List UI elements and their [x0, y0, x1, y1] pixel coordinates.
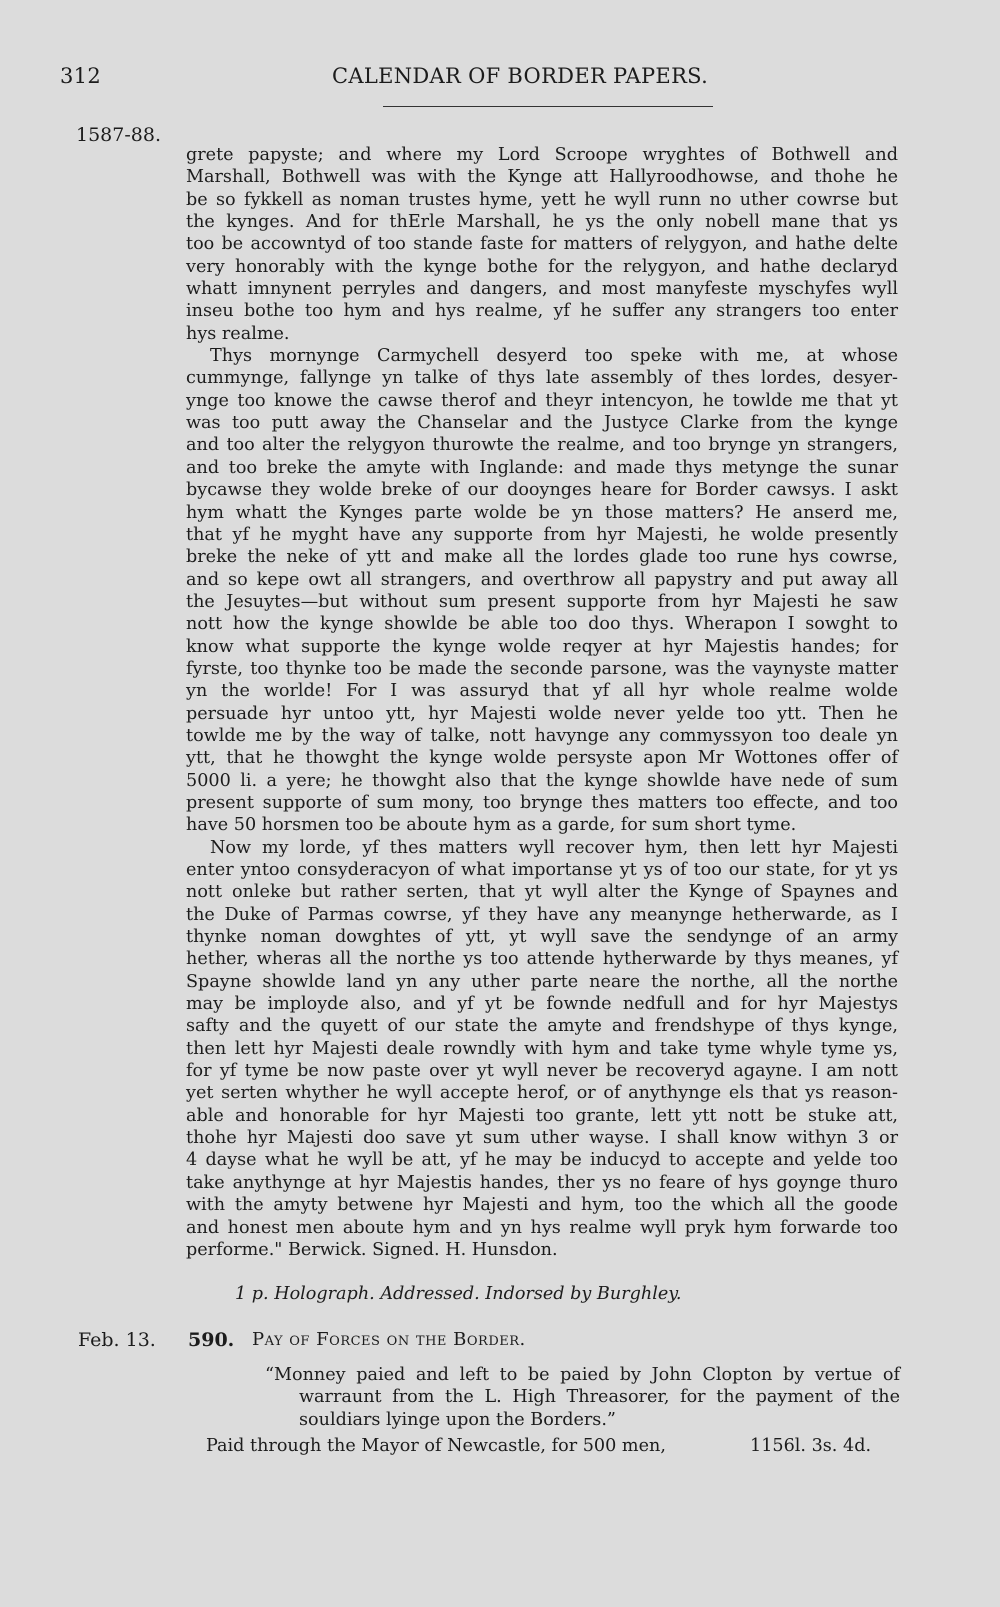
letter-line: and too breke the amyte with Inglande: and made thys metynge the sunar — [186, 457, 898, 478]
letter-line: nott how the kynge showlde be able too doo thys. Wherapon I sowght to — [186, 614, 898, 635]
header-rule — [383, 106, 713, 107]
letter-line: towlde me by the way of talke, nott havynge any commyssyon too deale yn — [186, 725, 898, 746]
letter-line: the kynges. And for thErle Marshall, he ys the only nobell mane that ys — [186, 212, 898, 233]
letter-line: that yf he myght have any supporte from hyr Majesti, he wolde presently — [186, 524, 898, 545]
letter-line: Now my lorde, yf thes matters wyll recover hym, then lett hyr Majesti — [210, 837, 898, 858]
letter-line: very honorably with the kynge bothe for the relygyon, and hathe declaryd — [186, 256, 898, 277]
letter-line: 5000 li. a yere; he thowght also that the kynge showlde have nede of sum — [186, 770, 898, 791]
letter-line: ytt, that he thowght the kynge wolde persyste apon Mr Wottones offer of — [186, 748, 898, 769]
letter-body — [186, 144, 898, 1261]
letter-line: breke the neke of ytt and make all the lordes glade too rune hys cowrse, — [186, 547, 898, 568]
page-number: 312 — [60, 64, 101, 88]
endorsement-note: 1 p. Holograph. Addressed. Indorsed by Burghley. — [235, 1284, 682, 1304]
letter-line: grete papyste; and where my Lord Scroope wryghtes of Bothwell and — [186, 145, 898, 165]
letter-line: hether, wheras all the northe ys too attende hytherwarde by thys meanes, yf — [186, 949, 898, 970]
letter-line: whatt imnynent perryles and dangers, and most manyfeste myschyfes wyll — [186, 279, 898, 300]
letter-line: nott onleke but rather serten, that yt wyll alter the Kynge of Spaynes and — [186, 882, 898, 903]
letter-line: thynke noman dowghtes of ytt, yt wyll save the sendynge of an army — [186, 927, 898, 948]
letter-line: ynge too knowe the cawse therof and theyr intencyon, he towlde me that yt — [186, 390, 898, 411]
letter-line: be so fykkell as noman trustes hyme, yett he wyll runn no uther cowrse but — [186, 189, 898, 210]
letter-line: know what supporte the kynge wolde reqyer at hyr Majestis handes; for — [186, 636, 898, 657]
letter-line: safty and the quyett of our state the amyte and frendshype of thys kynge, — [186, 1016, 898, 1037]
payment-line: Paid through the Mayor of Newcastle, for 500 men, — [206, 1436, 666, 1456]
quote-line: “Monney paied and left to be paied by John Clopton by vertue of — [265, 1365, 900, 1385]
letter-line: and too alter the relygyon thurowte the realme, and too brynge yn strangers, — [186, 435, 898, 456]
letter-line: bycawse they wolde breke of our dooynges heare for Border cawsys. I askt — [186, 480, 898, 501]
letter-line: cummynge, fallynge yn talke of thys late assembly of thes lordes, desyer- — [186, 368, 898, 389]
letter-line: 4 dayse what he wyll be att, yf he may be inducyd to accepte and yelde too — [186, 1150, 898, 1171]
entry-quote — [265, 1364, 900, 1431]
payment-amount: 1156l. 3s. 4d. — [750, 1436, 872, 1456]
letter-line: and so kepe owt all strangers, and overthrow all papystry and put away all — [186, 569, 898, 590]
letter-line: hys realme. — [186, 323, 290, 344]
letter-line: Thys mornynge Carmychell desyerd too speke with me, at whose — [210, 346, 898, 367]
letter-line: enter yntoo consyderacyon of what importanse yt ys of too our state, for yt ys — [186, 860, 898, 880]
letter-line: yn the worlde! For I was assuryd that yf all hyr whole realme wolde — [186, 681, 898, 702]
letter-line: thohe hyr Majesti doo save yt sum uther wayse. I shall know withyn 3 or — [186, 1128, 898, 1149]
letter-line: then lett hyr Majesti deale rowndly with hym and take tyme whyle tyme ys, — [186, 1038, 898, 1059]
letter-line: with the amyty betwene hyr Majesti and hym, too the which all the goode — [186, 1195, 898, 1216]
letter-line: too be accowntyd of too stande faste for matters of relygyon, and hathe delte — [186, 234, 898, 255]
letter-line: for yf tyme be now paste over yt wyll never be recoveryd agayne. I am nott — [186, 1061, 898, 1082]
running-title: CALENDAR OF BORDER PAPERS. — [332, 64, 709, 88]
letter-line: persuade hyr untoo ytt, hyr Majesti wolde never yelde too ytt. Then he — [186, 703, 898, 724]
margin-year: 1587-88. — [76, 124, 161, 146]
letter-line: was too putt away the Chanselar and the Justyce Clarke from the kynge — [186, 413, 898, 434]
letter-line: may be imployde also, and yf yt be fownde nedfull and for hyr Majestys — [186, 994, 898, 1015]
entry-title: Pay of Forces on the Border. — [252, 1329, 526, 1350]
letter-line: Marshall, Bothwell was with the Kynge att Hallyroodhowse, and thohe he — [186, 167, 898, 188]
letter-line: and honest men aboute hym and yn hys realme wyll pryk hym forwarde too — [186, 1217, 898, 1238]
letter-line: performe." Berwick. Signed. H. Hunsdon. — [186, 1239, 558, 1260]
letter-line: yet serten whyther he wyll accepte herof, or of anythynge els that ys reason- — [186, 1083, 898, 1104]
entry-number: 590. — [188, 1329, 235, 1351]
entry-date: Feb. 13. — [78, 1329, 156, 1351]
letter-line: have 50 horsmen too be aboute hym as a garde, for sum short tyme. — [186, 815, 797, 836]
letter-line: hym whatt the Kynges parte wolde be yn those matters? He anserd me, — [186, 502, 898, 523]
letter-line: fyrste, too thynke too be made the seconde parsone, was the vaynyste matter — [186, 658, 898, 679]
letter-line: the Jesuytes—but without sum present supporte from hyr Majesti he saw — [186, 591, 898, 612]
letter-line: take anythynge at hyr Majestis handes, ther ys no feare of hys goynge thuro — [186, 1172, 898, 1193]
quote-line: souldiars lyinge upon the Borders.” — [299, 1409, 616, 1430]
letter-line: Spayne showlde land yn any uther parte neare the northe, all the northe — [186, 971, 898, 992]
letter-line: present supporte of sum mony, too brynge thes matters too effecte, and too — [186, 792, 898, 813]
letter-line: able and honorable for hyr Majesti too grante, lett ytt nott be stuke att, — [186, 1105, 898, 1126]
quote-line: warraunt from the L. High Threasorer, for the payment of the — [299, 1387, 900, 1408]
letter-line: inseu bothe too hym and hys realme, yf he suffer any strangers too enter — [186, 301, 898, 322]
letter-line: the Duke of Parmas cowrse, yf they have any meanynge hetherwarde, as I — [186, 904, 898, 925]
